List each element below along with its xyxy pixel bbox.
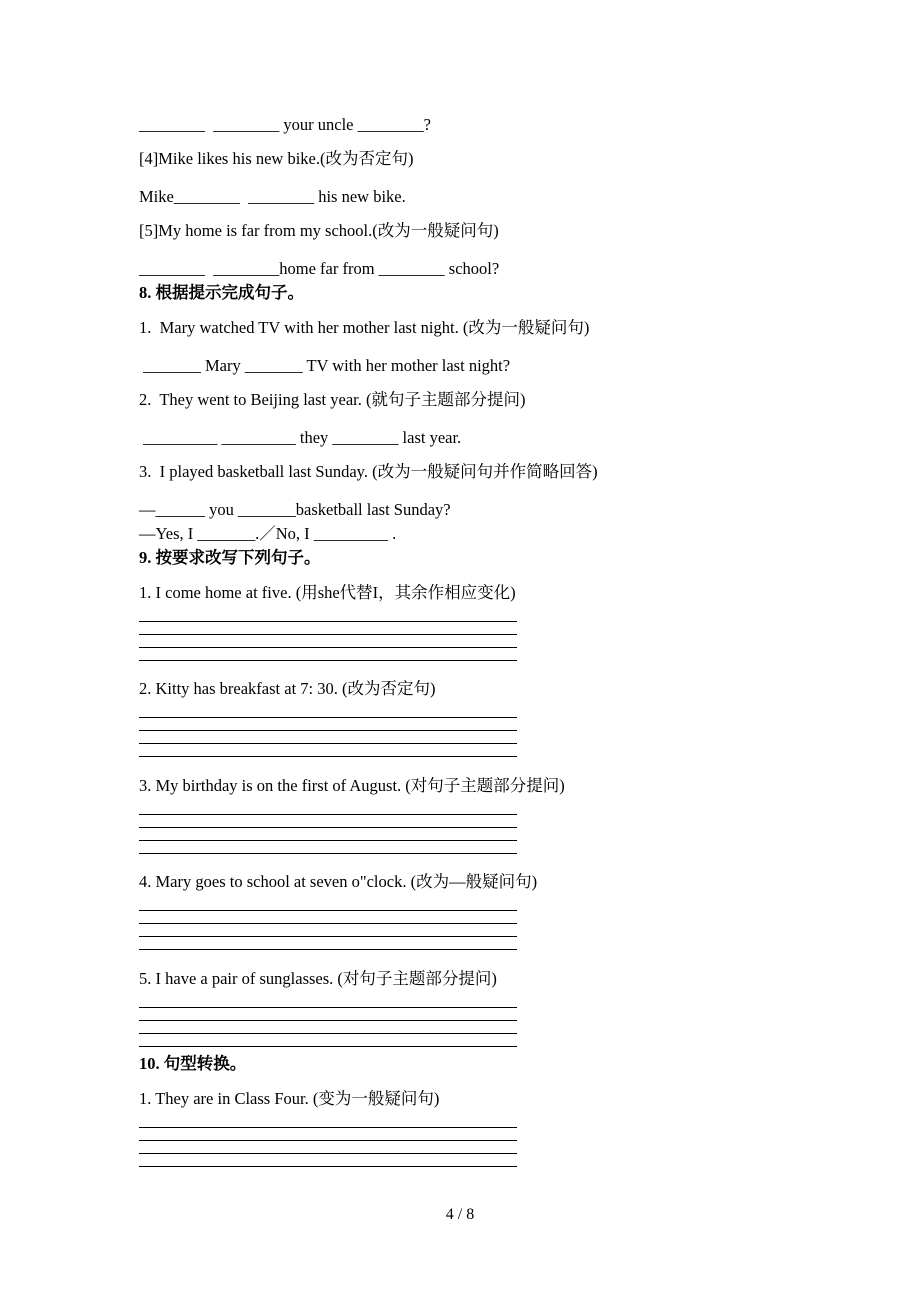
q5-prompt: [5]My home is far from my school.(改为一般疑问句) <box>139 221 499 240</box>
s9-q4-prompt: 4. Mary goes to school at seven o"clock. (改为—般疑问句) <box>139 872 538 891</box>
q4-answer-line: Mike________ ________ his new bike. <box>139 187 406 206</box>
answer-rule <box>139 1140 517 1141</box>
section-8-heading: 8. 根据提示完成句子。 <box>139 283 304 302</box>
q4-prompt: [4]Mike likes his new bike.(改为否定句) <box>139 149 414 168</box>
answer-rule <box>139 949 517 950</box>
q3-answer-line: ________ ________ your uncle ________? <box>139 115 431 134</box>
answer-rule <box>139 840 517 841</box>
s8-q3-prompt: 3. I played basketball last Sunday. (改为一般疑问句并作简略回答) <box>139 462 598 481</box>
s10-q1-prompt: 1. They are in Class Four. (变为一般疑问句) <box>139 1089 440 1108</box>
answer-rule <box>139 853 517 854</box>
answer-rule <box>139 1033 517 1034</box>
s8-q2-prompt: 2. They went to Beijing last year. (就句子主题部分提问) <box>139 390 526 409</box>
s8-q1-answer-line: _______ Mary _______ TV with her mother last night? <box>139 356 511 375</box>
section-10-heading: 10. 句型转换。 <box>139 1054 247 1073</box>
answer-rule <box>139 730 517 731</box>
answer-rule <box>139 647 517 648</box>
answer-rule <box>139 1166 517 1167</box>
s9-q1-prompt: 1. I come home at five. (用she代替I，其余作相应变化) <box>139 583 516 602</box>
answer-rule <box>139 621 517 622</box>
answer-rule <box>139 634 517 635</box>
section-9-heading: 9. 按要求改写下列句子。 <box>139 548 321 567</box>
answer-rule <box>139 1007 517 1008</box>
answer-rule <box>139 743 517 744</box>
page-number: 4 / 8 <box>445 1206 475 1223</box>
answer-rule <box>139 814 517 815</box>
answer-rule <box>139 1127 517 1128</box>
answer-rule <box>139 660 517 661</box>
answer-rule <box>139 936 517 937</box>
answer-rule <box>139 717 517 718</box>
s8-q2-answer-line: _________ _________ they ________ last year. <box>139 428 462 447</box>
s8-q1-prompt: 1. Mary watched TV with her mother last night. (改为一般疑问句) <box>139 318 590 337</box>
s9-q5-prompt: 5. I have a pair of sunglasses. (对句子主题部分提问) <box>139 969 497 988</box>
s9-q2-prompt: 2. Kitty has breakfast at 7: 30. (改为否定句) <box>139 679 436 698</box>
s8-q3-answer-line-2: —Yes, I _______.／No, I _________ . <box>139 524 397 543</box>
s8-q3-answer-line: —______ you _______basketball last Sunday? <box>139 500 451 519</box>
answer-rule <box>139 827 517 828</box>
q5-answer-line: ________ ________home far from ________ school? <box>139 259 500 278</box>
answer-rule <box>139 910 517 911</box>
answer-rule <box>139 1020 517 1021</box>
answer-rule <box>139 756 517 757</box>
answer-rule <box>139 923 517 924</box>
answer-rule <box>139 1153 517 1154</box>
s9-q3-prompt: 3. My birthday is on the first of August. (对句子主题部分提问) <box>139 776 565 795</box>
answer-rule <box>139 1046 517 1047</box>
